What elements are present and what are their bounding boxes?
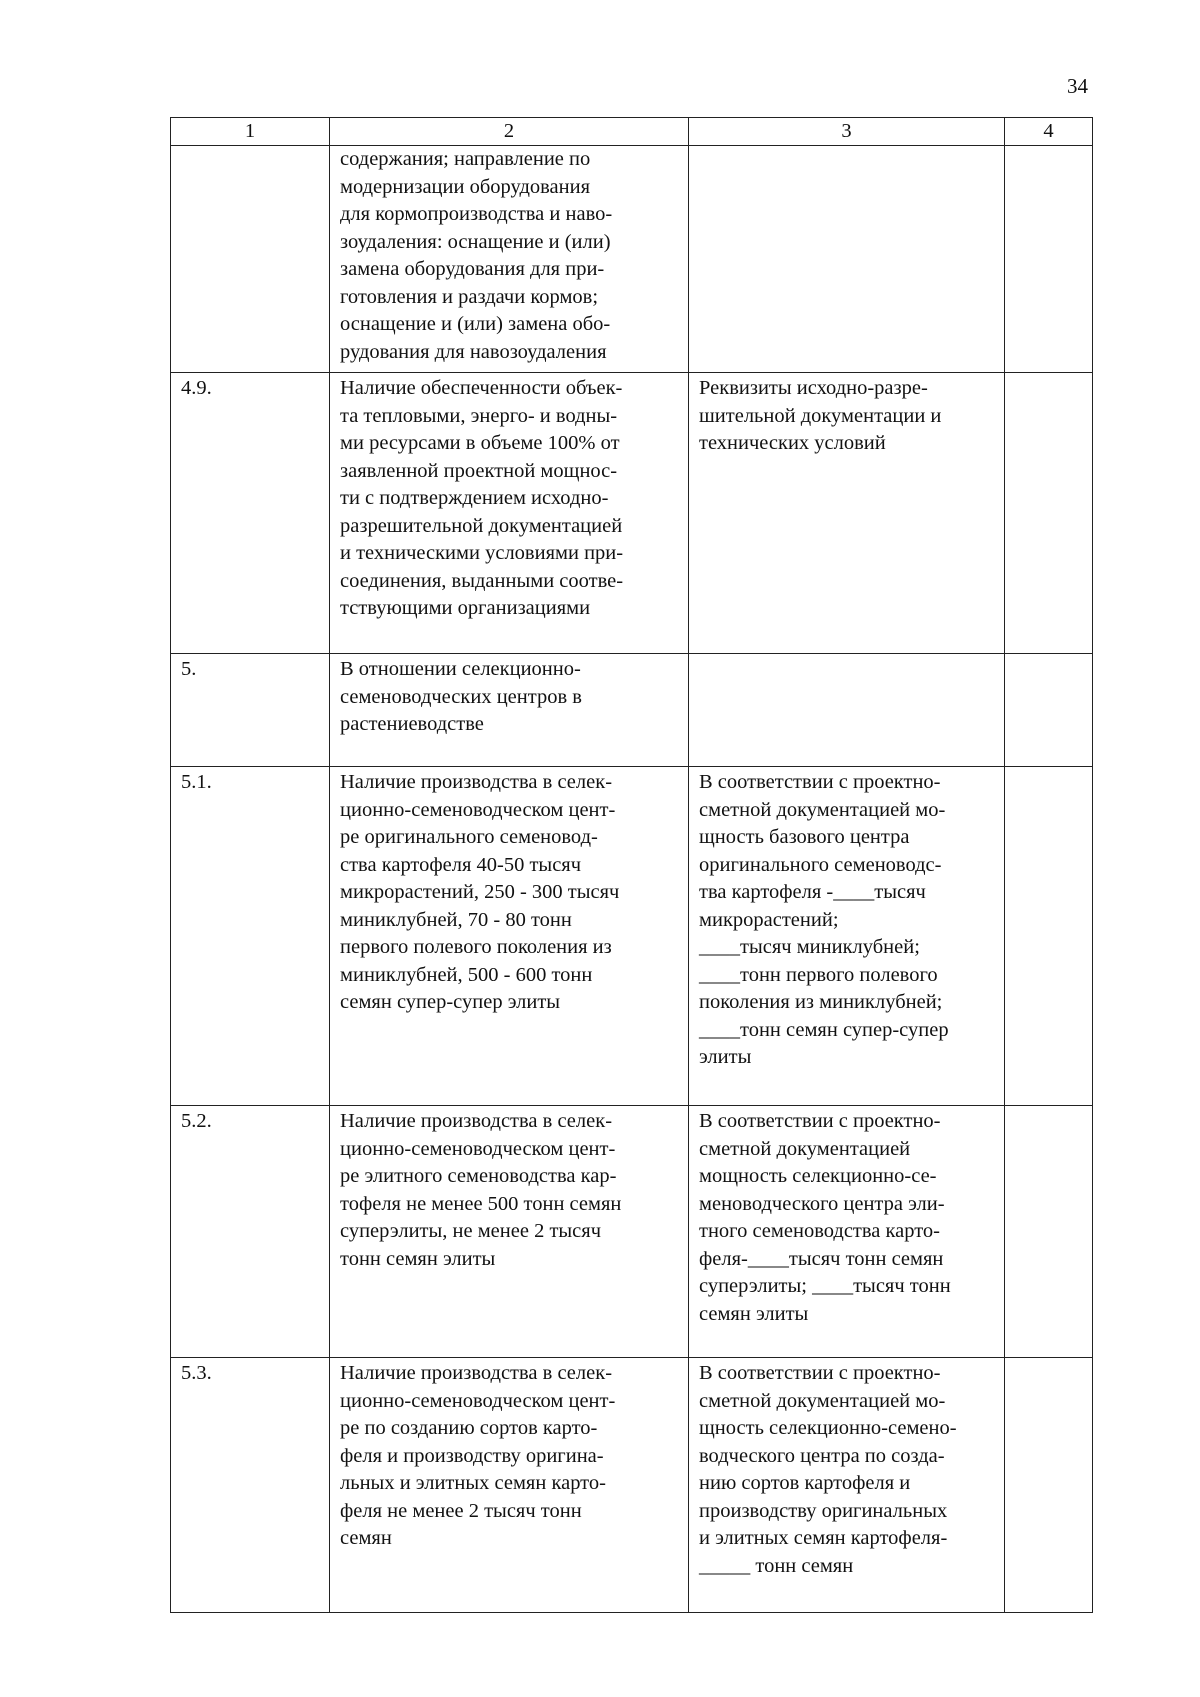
table-row xyxy=(171,767,1093,1106)
item-number-cell: 4.9. xyxy=(171,373,330,654)
table-row xyxy=(171,146,1093,373)
criterion-cell: содержания; направление по модернизации оборудования для кормопроизводства и наво- зоудаления: оснащение и (или) замена оборудования для при- готовления и раздачи кормов; оснащение и (или) замена обо- рудования для навозоудаления xyxy=(330,146,689,373)
table-row xyxy=(171,373,1093,654)
column-header-3: 3 xyxy=(689,118,1005,146)
documents-cell xyxy=(689,654,1005,767)
criterion-cell: Наличие производства в селек- ционно-семеноводческом цент- ре по созданию сортов карто- феля и производству оригина- льных и элитных семян карто- феля не менее 2 тысяч тонн семян xyxy=(330,1358,689,1613)
table-header-row xyxy=(171,118,1093,146)
table-row xyxy=(171,1358,1093,1613)
column-header-4: 4 xyxy=(1005,118,1093,146)
column-header-2: 2 xyxy=(330,118,689,146)
column-4-cell xyxy=(1005,1106,1093,1358)
criterion-cell: Наличие производства в селек- ционно-семеноводческом цент- ре элитного семеноводства кар- тофеля не менее 500 тонн семян суперэлиты, не менее 2 тысяч тонн семян элиты xyxy=(330,1106,689,1358)
item-number-cell xyxy=(171,146,330,373)
documents-cell: В соответствии с проектно- сметной документацией мощность селекционно-се- меноводческого центра эли- тного семеноводства карто- феля-____тысяч тонн семян суперэлиты; ____тысяч тонн семян элиты xyxy=(689,1106,1005,1358)
item-number-cell: 5. xyxy=(171,654,330,767)
table-row xyxy=(171,654,1093,767)
column-4-cell xyxy=(1005,373,1093,654)
item-number-cell: 5.2. xyxy=(171,1106,330,1358)
criterion-cell: Наличие производства в селек- ционно-семеноводческом цент- ре оригинального семеновод- ства картофеля 40-50 тысяч микрорастений, 250 - 300 тысяч миниклубней, 70 - 80 тонн первого полевого поколения из миниклубней, 500 - 600 тонн семян супер-супер элиты xyxy=(330,767,689,1106)
documents-cell: В соответствии с проектно- сметной документацией мо- щность базового центра оригинального семеноводс- тва картофеля -____тысяч микрорастений; ____тысяч миниклубней; ____тонн первого полевого поколения из миниклубней; ____тонн семян супер-супер элиты xyxy=(689,767,1005,1106)
documents-cell: В соответствии с проектно- сметной документацией мо- щность селекционно-семено- водческого центра по созда- нию сортов картофеля и производству оригинальных и элитных семян картофеля- _____ тонн семян xyxy=(689,1358,1005,1613)
column-4-cell xyxy=(1005,767,1093,1106)
column-4-cell xyxy=(1005,146,1093,373)
column-header-1: 1 xyxy=(171,118,330,146)
criterion-cell: В отношении селекционно- семеноводческих центров в растениеводстве xyxy=(330,654,689,767)
criterion-cell: Наличие обеспеченности объек- та тепловыми, энерго- и водны- ми ресурсами в объеме 100% от заявленной проектной мощнос- ти с подтверждением исходно- разрешительной документацией и техническими условиями при- соединения, выданными соотве- тствующими организациями xyxy=(330,373,689,654)
column-4-cell xyxy=(1005,654,1093,767)
page-number: 34 xyxy=(1067,74,1088,98)
table-row xyxy=(171,1106,1093,1358)
item-number-cell: 5.3. xyxy=(171,1358,330,1613)
column-4-cell xyxy=(1005,1358,1093,1613)
documents-cell xyxy=(689,146,1005,373)
documents-cell: Реквизиты исходно-разре- шительной документации и технических условий xyxy=(689,373,1005,654)
item-number-cell: 5.1. xyxy=(171,767,330,1106)
criteria-table xyxy=(170,117,1093,1613)
